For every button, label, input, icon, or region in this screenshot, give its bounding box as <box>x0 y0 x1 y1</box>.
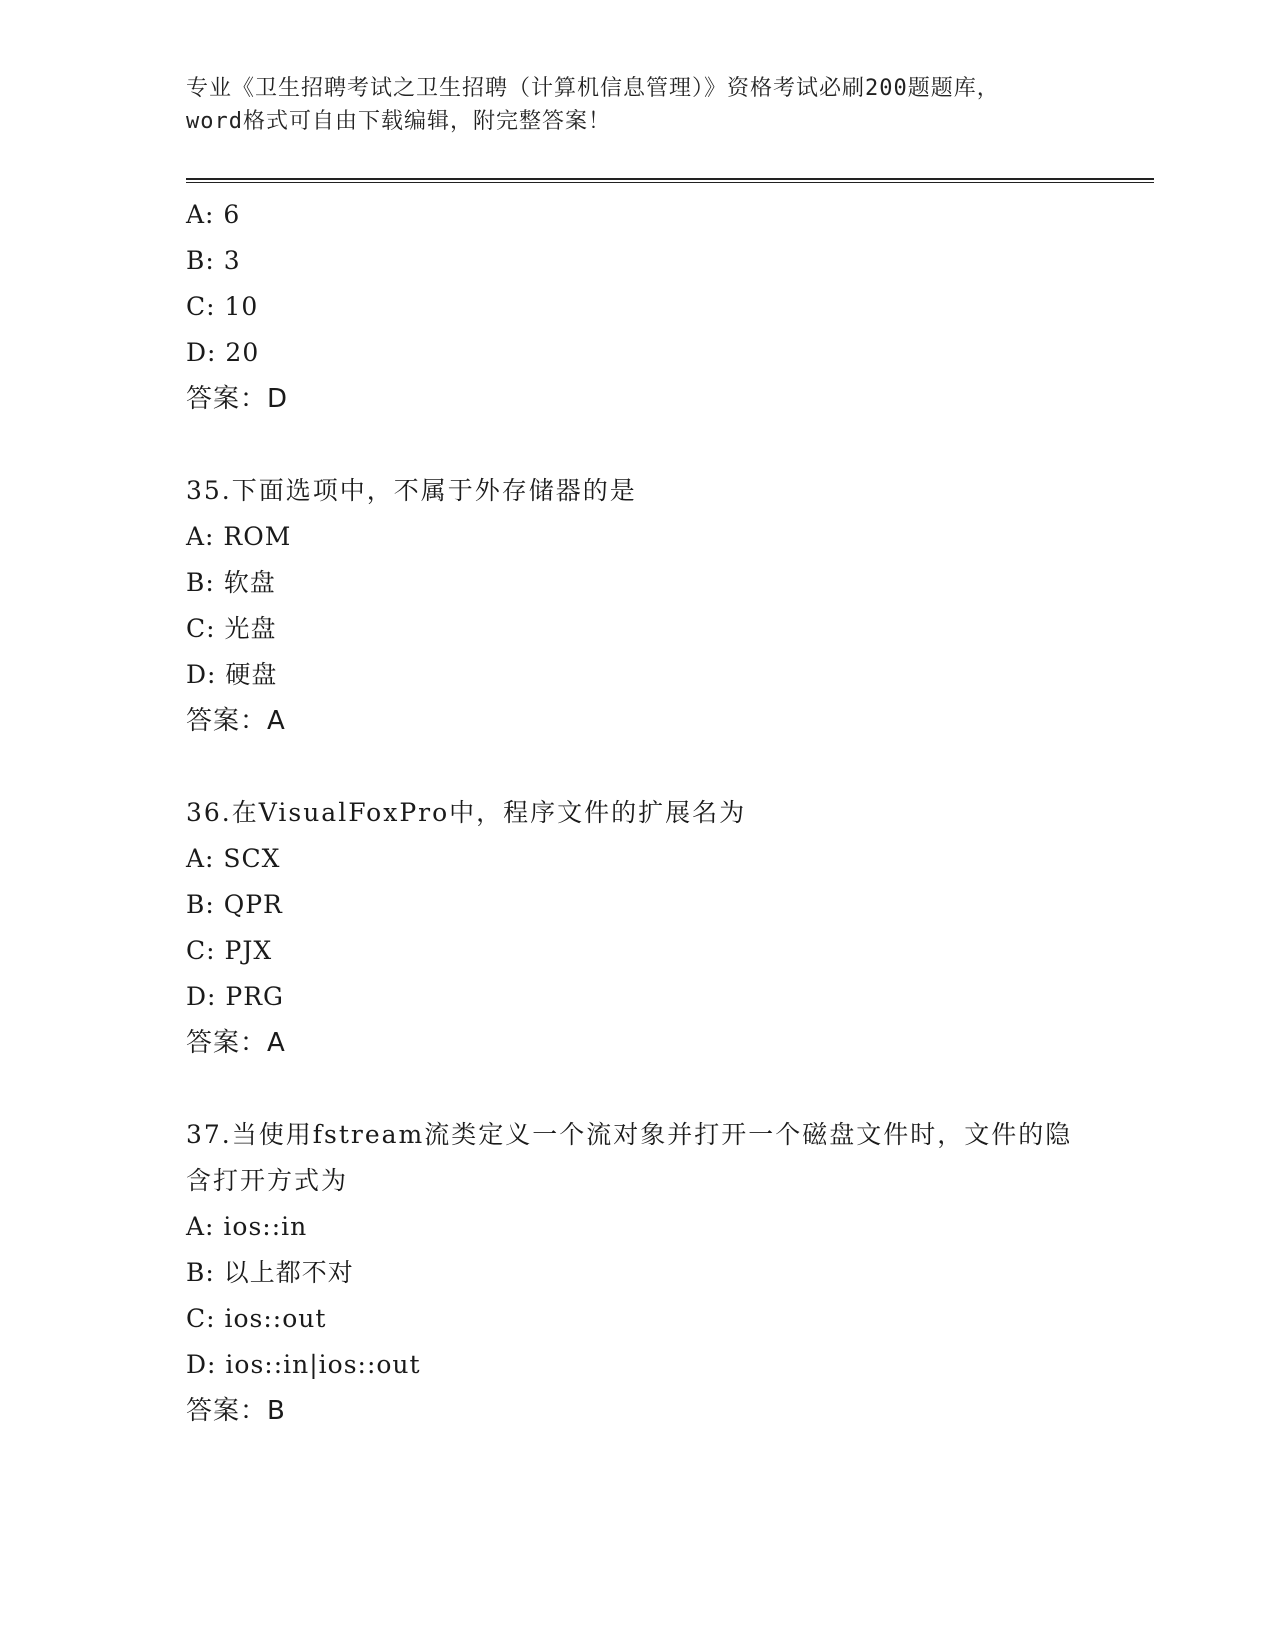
header-line-1: 专业《卫生招聘考试之卫生招聘（计算机信息管理）》资格考试必刷200题题库， <box>186 76 1000 101</box>
header-line-2: word格式可自由下载编辑，附完整答案！ <box>186 109 611 134</box>
question-37 <box>186 1112 1106 1434</box>
option-b: B: QPR <box>186 890 283 919</box>
answer: 答案：A <box>186 1028 286 1058</box>
option-b: B: 以上都不对 <box>186 1258 354 1287</box>
option-d: D: 20 <box>186 338 260 367</box>
option-b: B: 3 <box>186 246 241 275</box>
answer: 答案：D <box>186 384 289 414</box>
option-c: C: PJX <box>186 936 273 965</box>
document-header <box>186 72 1086 138</box>
answer: 答案：B <box>186 1396 286 1426</box>
option-c: C: 光盘 <box>186 614 277 643</box>
option-a: A: 6 <box>186 200 241 229</box>
question-stem: 37.当使用fstream流类定义一个流对象并打开一个磁盘文件时，文件的隐含打开方式为 <box>186 1120 1073 1195</box>
question-35 <box>186 468 1106 744</box>
option-a: A: ROM <box>186 522 292 551</box>
option-b: B: 软盘 <box>186 568 276 597</box>
header-divider <box>186 178 1154 183</box>
option-c: C: 10 <box>186 292 259 321</box>
question-stem: 35.下面选项中，不属于外存储器的是 <box>186 476 637 505</box>
option-a: A: SCX <box>186 844 281 873</box>
option-c: C: ios::out <box>186 1304 327 1333</box>
option-d: D: PRG <box>186 982 285 1011</box>
question-36 <box>186 790 1106 1066</box>
option-d: D: ios::in|ios::out <box>186 1350 421 1379</box>
question-list <box>186 192 1106 1480</box>
answer: 答案：A <box>186 706 286 736</box>
question-stem: 36.在VisualFoxPro中，程序文件的扩展名为 <box>186 798 747 827</box>
option-d: D: 硬盘 <box>186 660 278 689</box>
option-a: A: ios::in <box>186 1212 308 1241</box>
question-34-continued <box>186 192 1106 422</box>
